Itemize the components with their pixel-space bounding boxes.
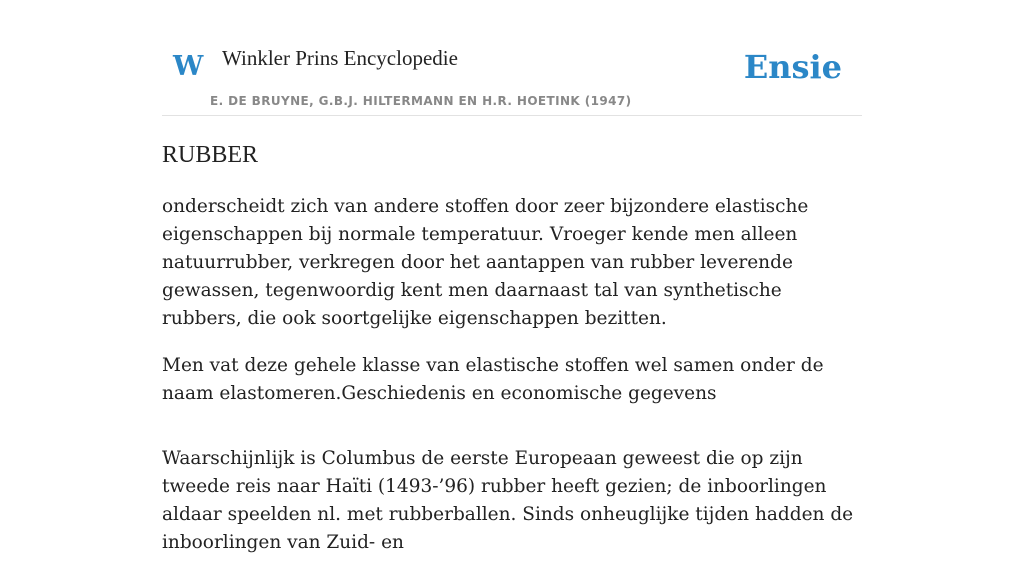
header [162, 0, 862, 116]
ensie-logo-link[interactable]: Ensie [743, 48, 842, 86]
paragraph: Men vat deze gehele klasse van elastische stoffen wel samen onder de naam elastomeren.Geschiedenis en economische gegevens [162, 355, 824, 404]
paragraph: Waarschijnlijk is Columbus de eerste Europeaan geweest die op zijn tweede reis naar Haïti (1493-’96) rubber heeft gezien; de inboorlingen aldaar speelden nl. met rubberballen. Sinds onheuglijke tijden hadden de inboorlingen van Zuid- en [162, 448, 854, 553]
page [162, 0, 862, 553]
entry-content [162, 193, 862, 576]
authors-line: E. DE BRUYNE, G.B.J. HILTERMANN EN H.R. HOETINK (1947) [210, 94, 632, 108]
entry-title: RUBBER [162, 142, 259, 168]
paragraph: onderscheidt zich van andere stoffen door zeer bijzondere elastische eigenschappen bij normale temperatuur. Vroeger kende men alleen natuurrubber, verkregen door het aantappen van rubber leverende gewassen, tegenwoordig kent men daarnaast tal van synthetische rubbers, die ook soortgelijke eigenschappen bezitten. [162, 196, 809, 329]
book-title[interactable]: Winkler Prins Encyclopedie [222, 46, 458, 70]
winkler-prins-logo[interactable]: W [173, 51, 204, 82]
